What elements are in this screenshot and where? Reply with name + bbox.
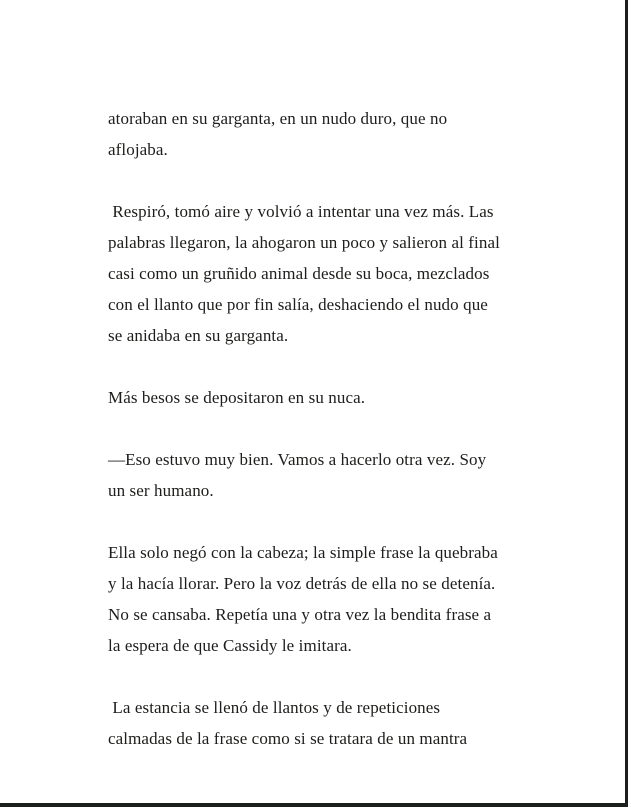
text-line: se anidaba en su garganta. [108,326,289,345]
text-line: casi como un gruñido animal desde su boca, mezclados [108,264,490,283]
paragraph [108,537,588,661]
text-line: un ser humano. [108,481,214,500]
paragraph [108,444,588,506]
paragraph [108,196,588,351]
page-edge-right [625,0,628,807]
text-line: No se cansaba. Repetía una y otra vez la bendita frase a [108,605,492,624]
text-line: Respiró, tomó aire y volvió a intentar una vez más. Las [108,202,494,221]
text-line: palabras llegaron, la ahogaron un poco y salieron al final [108,233,500,252]
page-edge-bottom [0,803,628,807]
paragraph [108,692,588,754]
text-line: calmadas de la frase como si se tratara de un mantra [108,729,468,748]
text-line: con el llanto que por fin salía, deshaciendo el nudo que [108,295,488,314]
text-line: la espera de que Cassidy le imitara. [108,636,352,655]
page-text-body [108,103,588,754]
paragraph [108,103,588,165]
text-line: aflojaba. [108,140,168,159]
text-line: Ella solo negó con la cabeza; la simple frase la quebraba [108,543,498,562]
text-line: atoraban en su garganta, en un nudo duro, que no [108,109,448,128]
text-line: y la hacía llorar. Pero la voz detrás de ella no se detenía. [108,574,496,593]
paragraph [108,382,588,413]
text-line: —Eso estuvo muy bien. Vamos a hacerlo otra vez. Soy [108,450,487,469]
text-line: La estancia se llenó de llantos y de repeticiones [108,698,441,717]
text-line: Más besos se depositaron en su nuca. [108,388,366,407]
